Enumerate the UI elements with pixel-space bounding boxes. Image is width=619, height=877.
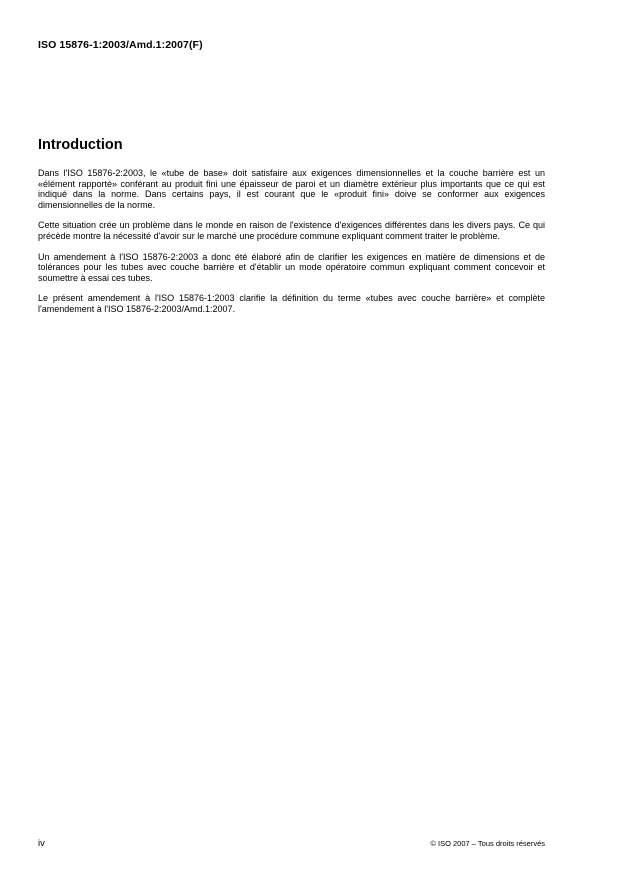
section-title: Introduction (38, 137, 123, 153)
page-number: iv (38, 838, 45, 849)
copyright-notice: © ISO 2007 – Tous droits réservés (430, 839, 545, 848)
introduction-body (38, 168, 545, 325)
paragraph-4: Le présent amendement à l'ISO 15876-1:2003 clarifie la définition du terme «tubes avec couche barrière» et complète l'amendement à l'ISO 15876-2:2003/Amd.1:2007. (38, 293, 545, 314)
paragraph-3: Un amendement à l'ISO 15876-2:2003 a donc été élaboré afin de clarifier les exigences en matière de dimensions et de tolérances pour les tubes avec couche barrière et d'établir un mode opératoire commun expliquant comment concevoir et soumettre à essai ces tubes. (38, 251, 545, 283)
paragraph-2: Cette situation crée un problème dans le monde en raison de l'existence d'exigences différentes dans les divers pays. Ce qui précède montre la nécessité d'avoir sur le marché une procédure commune expliquant comment traiter le problème. (38, 220, 545, 241)
paragraph-1: Dans l'ISO 15876-2:2003, le «tube de base» doit satisfaire aux exigences dimensionnelles et la couche barrière est un «élément rapporté» conférant au produit fini une épaisseur de paroi et un diamètre extérieur plus importants que ce qui est indiqué dans la norme. Dans certains pays, il est courant que le «produit fini» doive se conformer aux exigences dimensionnelles de la norme. (38, 168, 545, 210)
document-reference: ISO 15876-1:2003/Amd.1:2007(F) (38, 39, 203, 51)
